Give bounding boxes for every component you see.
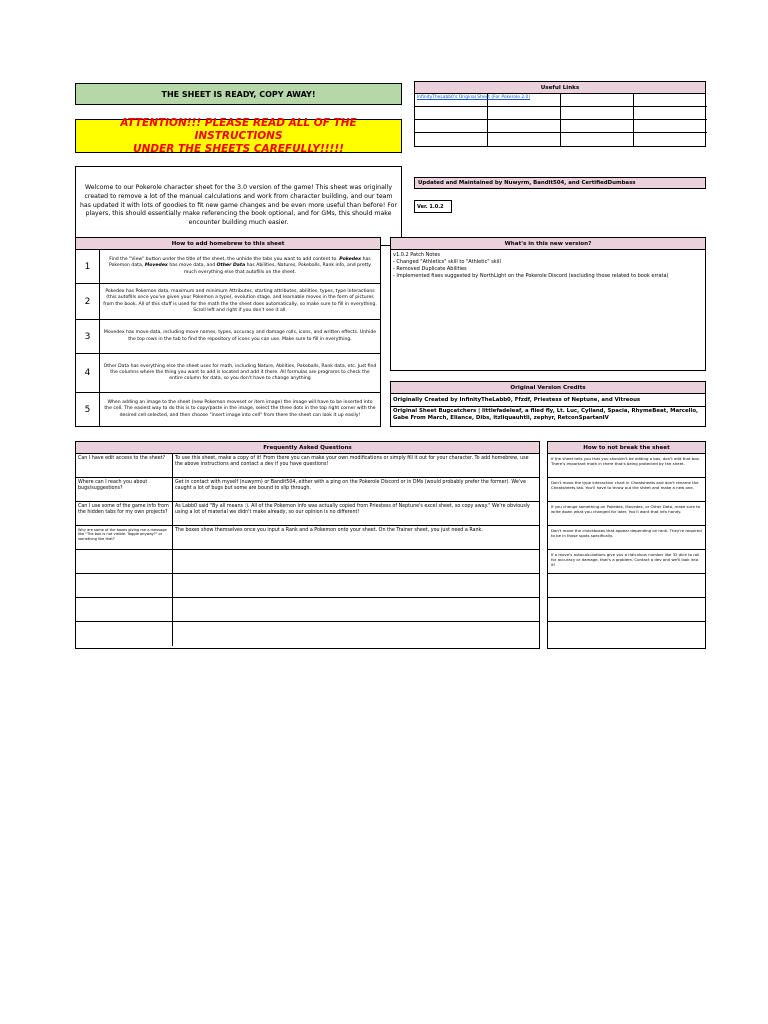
homebrew-step-text: Pokedex has Pokemon data, maximum and minimum Attributes, starting attributes, abilities, types, type interactions (this autofills once you've given your Pokemon a type), evolution stage, and learnable moves in the form of pictures from the book. All of this stuff is used for the math the the sheet does automatically, so make sure to fill in everything. Scroll left and right if you don't see it all. xyxy=(103,289,377,313)
homebrew-step-1-text-a: Find the "View" button under the title of the sheet, the unhide the tabs you want to add content to. xyxy=(109,257,340,263)
useful-links-cell xyxy=(634,94,707,107)
homebrew-row xyxy=(76,354,380,393)
faq-table xyxy=(75,441,540,649)
useful-links-table xyxy=(414,81,706,147)
whats-new-box xyxy=(390,237,706,371)
ready-banner-text: THE SHEET IS READY, COPY AWAY! xyxy=(161,89,316,99)
useful-links-cell xyxy=(488,94,561,107)
not-break-item: Don't move the type interaction chart in Cheatsheets and don't rename the Cheatsheets tab. You'll have to throw out the sheet and make a new one. xyxy=(548,478,705,502)
attention-line-1: ATTENTION!!! PLEASE READ ALL OF THE INSTRUCTIONS xyxy=(120,116,357,142)
faq-question xyxy=(76,622,173,646)
credits-created-by xyxy=(391,394,705,407)
faq-answer: Get in contact with myself (nuwyrm) or Bandit504, either with a ping on the Pokerole Discord or in DMs (would probably prefer the former). We've caught a lot of bugs but some are bound to slip through. xyxy=(175,480,526,492)
not-break-item: If the sheet tells you that you shouldn't be editing a box, don't edit that box. There's important math in there that's being protected by the sheet. xyxy=(548,454,705,478)
faq-title: Frequently Asked Questions xyxy=(76,442,539,454)
faq-row xyxy=(76,454,539,478)
version-box xyxy=(414,200,452,213)
useful-links-cell xyxy=(488,120,561,133)
version-text: Ver. 1.0.2 xyxy=(417,203,444,210)
faq-row xyxy=(76,502,539,526)
not-break-title: How to not break the sheet xyxy=(548,442,705,454)
faq-question: Where can I reach you about bugs/suggestions? xyxy=(76,478,173,501)
homebrew-step-1-text-b: has Pokemon data, xyxy=(109,257,371,269)
homebrew-row xyxy=(76,393,380,426)
useful-links-cell xyxy=(415,120,488,133)
homebrew-step-number: 5 xyxy=(76,393,100,426)
not-break-item xyxy=(548,622,705,646)
ready-banner xyxy=(75,83,402,105)
homebrew-row xyxy=(76,250,380,284)
faq-row xyxy=(76,550,539,574)
useful-links-cell xyxy=(488,133,561,146)
faq-answer: The boxes show themselves once you input a Rank and a Pokemon onto your sheet. On the Trainer sheet, you just need a Rank. xyxy=(175,528,483,533)
homebrew-step-text xyxy=(100,250,380,283)
homebrew-step-1-text-c: has move data, and xyxy=(167,263,217,269)
useful-links-grid xyxy=(415,94,705,146)
useful-links-cell[interactable]: InfinityTheLabb0's Original Sheet (For Pokerole 2.0) xyxy=(415,94,488,107)
homebrew-step-1-text-d: has Abilities, Natures, Pokeballs, Rank info, and pretty much everything else that autofills on the sheet. xyxy=(183,263,371,275)
not-break-rows xyxy=(548,454,705,646)
faq-answer xyxy=(173,598,539,621)
homebrew-step-text: Other Data has everything else the sheet uses for math, including Nature, Abilities, Pokeballs, Rank data, etc. Just find the columns where the thing you want to add is located and add it there. All formulas are programs to check the entire column for data, so you don't have to change anything xyxy=(103,363,377,382)
whats-new-body xyxy=(391,250,705,282)
not-break-table xyxy=(547,441,706,649)
faq-question xyxy=(76,598,173,621)
faq-row xyxy=(76,526,539,550)
patch-notes-line: - Changed "Athletics" skill to "Athletic" skill xyxy=(393,259,501,265)
useful-links-cell xyxy=(634,107,707,120)
credits-bugcatchers: Original Sheet Bugcatchers | littlefadeleaf, a flied fly, Lt. Luc, Cylland, Spacia, RhymeBeat, Marcello, Gabe From March, Eliance, Dibs, itzliquauhtli, zephyr, RetconSpartanIV xyxy=(393,408,699,422)
useful-links-cell xyxy=(561,107,634,120)
faq-question: Why are some of the boxes giving me a message like "The box is not visible. Toggle anyway?" or something like that? xyxy=(76,526,173,549)
faq-question: Can I use some of the game info from the hidden tabs for my own projects? xyxy=(76,502,173,525)
not-break-item: If a move's autocalculations give you a ridiculous number like 32 dice to roll for accuracy or damage, that's a problem. Contact a dev and we'll look into it! xyxy=(548,550,705,574)
not-break-item: Don't move the checkboxes that appear depending on rank. They're required to be in those spots specifically. xyxy=(548,526,705,550)
homebrew-row xyxy=(76,320,380,354)
patch-notes-line: - Implemented fixes suggested by NorthLight on the Pokerole Discord (excluding those related to book errata) xyxy=(393,273,669,279)
faq-answer xyxy=(173,622,539,646)
homebrew-row xyxy=(76,284,380,320)
attention-line-2: UNDER THE SHEETS CAREFULLY!!!!! xyxy=(133,142,344,155)
faq-question: Can I have edit access to the sheet? xyxy=(76,454,173,477)
welcome-box xyxy=(75,166,402,246)
faq-row xyxy=(76,478,539,502)
useful-links-cell xyxy=(488,107,561,120)
homebrew-table xyxy=(75,237,381,427)
useful-links-cell xyxy=(561,120,634,133)
homebrew-step-1-movedex: Movedex xyxy=(144,263,168,269)
useful-links-cell xyxy=(634,133,707,146)
useful-links-cell xyxy=(561,94,634,107)
homebrew-step-number: 2 xyxy=(76,284,100,319)
credits-box xyxy=(390,381,706,427)
useful-links-cell xyxy=(561,133,634,146)
homebrew-title: How to add homebrew to this sheet xyxy=(76,238,380,250)
faq-row xyxy=(76,622,539,646)
homebrew-step-text: When adding an image to the sheet (new Pokemon moveset or item image) the image will have to be inserted into the cell. The easiest way to do this is to copy/paste in the image, select the three dots in the top right corner with the desired cell selected, and then choose "insert image into cell" from there the sheet can look it up easily! xyxy=(104,400,376,418)
not-break-item xyxy=(548,598,705,622)
maintainers-text: Updated and Maintained by Nuwyrm, Bandit504, and CertifiedDumbass xyxy=(418,180,636,186)
faq-rows xyxy=(76,454,539,646)
faq-row xyxy=(76,574,539,598)
homebrew-step-text: Movedex has move data, including move names, types, accuracy and damage rolls, icons, and written effects. Unhide the top rows in the tab to find the repository of icons you can use. Make sure to fill in everything. xyxy=(103,330,377,342)
faq-answer: As Labb0 said "By all means :). All of the Pokemon info was actually copied from Priestess of Neptune's excel sheet, so copy away." We're obviously using a lot of material we didn't make already, so our opinion is no different! xyxy=(175,504,530,516)
homebrew-step-number: 1 xyxy=(76,250,100,283)
credits-created-text: Originally Created by InfinityTheLabb0, Ffzdf, Priestess of Neptune, and Vitreous xyxy=(393,397,641,403)
maintainers-bar xyxy=(414,177,706,189)
credits-title: Original Version Credits xyxy=(391,382,705,394)
useful-links-cell xyxy=(634,120,707,133)
patch-notes-line: v1.0.2 Patch Notes xyxy=(393,252,441,258)
useful-links-cell xyxy=(415,107,488,120)
not-break-item xyxy=(548,574,705,598)
whats-new-title: What's in this new version? xyxy=(391,238,705,250)
useful-links-cell xyxy=(415,133,488,146)
patch-notes-line: - Removed Duplicate Abilities xyxy=(393,266,467,272)
faq-question xyxy=(76,574,173,597)
faq-row xyxy=(76,598,539,622)
faq-answer xyxy=(173,550,539,573)
not-break-item: If you change something on Pokedex, Movedex, or Other Data, make sure to write down what you changed for later. You'll want that info handy. xyxy=(548,502,705,526)
homebrew-step-1-pokedex: Pokedex xyxy=(339,257,362,263)
faq-question xyxy=(76,550,173,573)
homebrew-step-1-other-data: Other Data xyxy=(216,263,246,269)
useful-links-title: Useful Links xyxy=(415,82,705,94)
homebrew-step-number: 3 xyxy=(76,320,100,353)
welcome-text: Welcome to our Pokerole character sheet for the 3.0 version of the game! This sheet was originally created to remove a lot of the manual calculations and work from character building, and our team has updated it with lots of goodies to fit new game changes and be even more useful than before! For players, this should essentially make referencing the book optional, and for GMs, this should make encounter building much easier. xyxy=(80,184,397,227)
attention-banner xyxy=(75,116,402,155)
homebrew-step-number: 4 xyxy=(76,354,100,392)
faq-answer xyxy=(173,574,539,597)
faq-answer: To use this sheet, make a copy of it! From there you can make your own modifications or simply fill it out for your character. To add homebrew, use the above instructions and contact a dev if you have questions! xyxy=(175,456,529,468)
